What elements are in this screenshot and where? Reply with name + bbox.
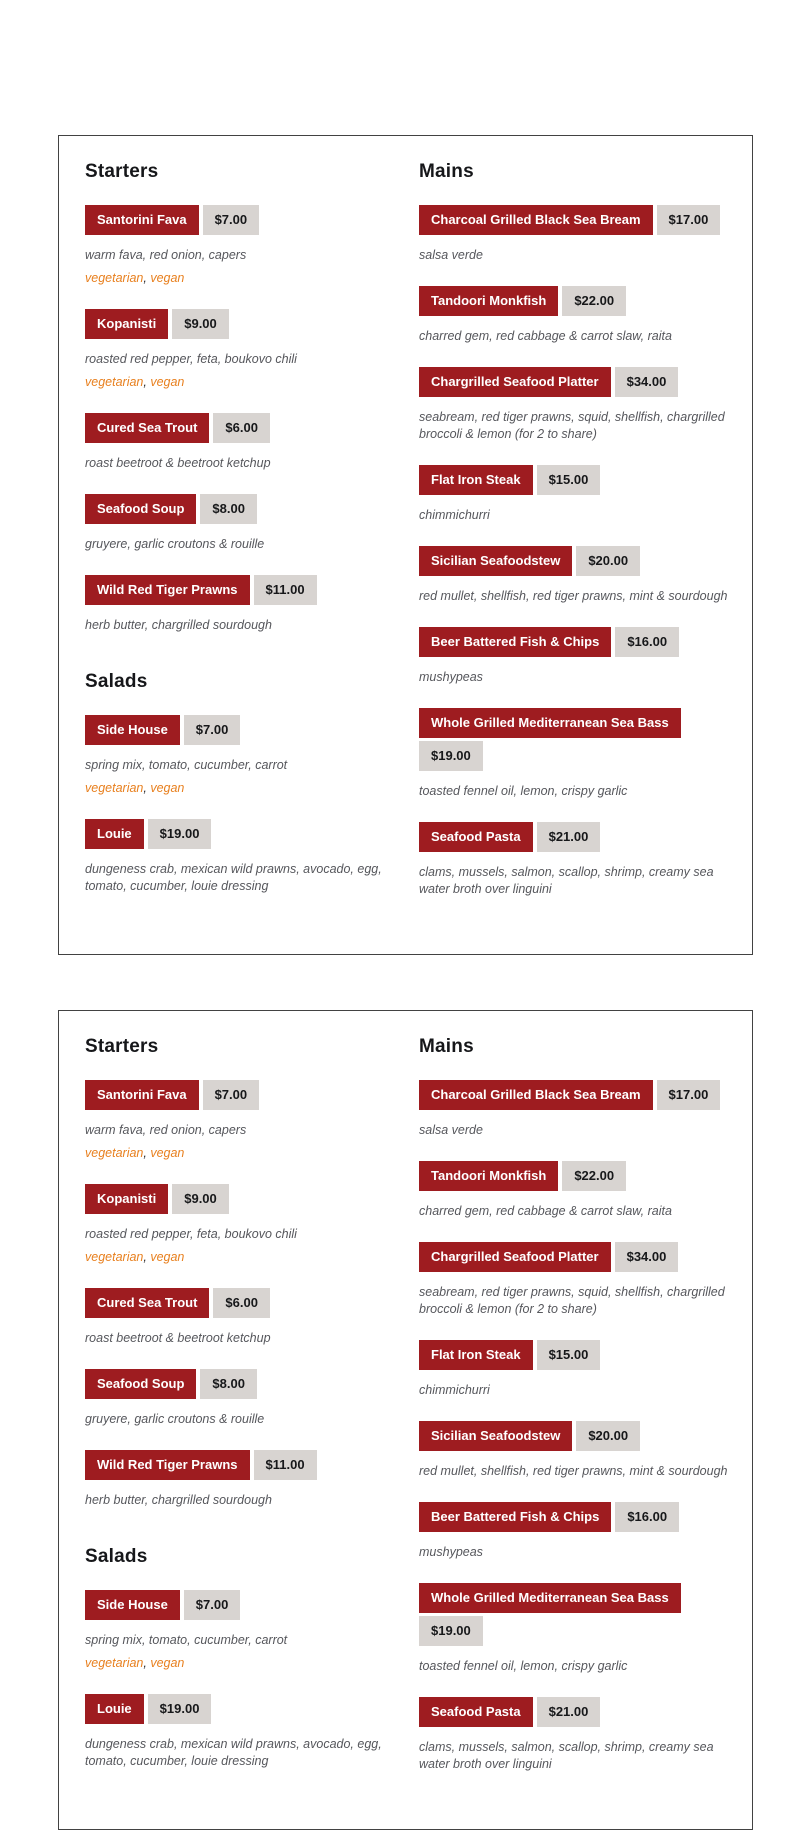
item-description: mushypeas bbox=[419, 1545, 483, 1559]
item-description: clams, mussels, salmon, scallop, shrimp, creamy sea water broth over linguini bbox=[419, 865, 714, 896]
diet-tag-separator: , bbox=[143, 781, 151, 795]
menu-item bbox=[85, 819, 391, 895]
menu-columns bbox=[85, 160, 738, 920]
section-heading: Salads bbox=[85, 671, 148, 692]
menu-item bbox=[419, 822, 738, 898]
diet-tag: vegetarian bbox=[85, 271, 144, 285]
diet-tag: vegan bbox=[150, 1146, 185, 1160]
item-badge-row bbox=[85, 309, 391, 339]
item-description: salsa verde bbox=[419, 248, 483, 262]
item-price-badge: $34.00 bbox=[615, 367, 679, 397]
item-price-badge: $8.00 bbox=[200, 1369, 257, 1399]
menu-item bbox=[419, 708, 738, 800]
item-price-badge: $34.00 bbox=[615, 1242, 679, 1272]
menu-item bbox=[85, 1694, 391, 1770]
item-badge-row bbox=[419, 1583, 738, 1646]
item-description: chimmichurri bbox=[419, 1383, 490, 1397]
menu-item bbox=[419, 367, 738, 443]
item-description: seabream, red tiger prawns, squid, shellfish, chargrilled broccoli & lemon (for 2 to share) bbox=[419, 410, 725, 441]
item-name-badge: Charcoal Grilled Black Sea Bream bbox=[419, 205, 653, 235]
item-price-badge: $11.00 bbox=[254, 1450, 317, 1480]
menu-item bbox=[85, 494, 391, 553]
item-price-badge: $6.00 bbox=[213, 413, 270, 443]
menu-item bbox=[419, 205, 738, 264]
item-badge-row bbox=[419, 1161, 738, 1191]
diet-tag: vegetarian bbox=[85, 1146, 144, 1160]
item-badge-row bbox=[419, 1080, 738, 1110]
diet-tag-separator: , bbox=[143, 1656, 151, 1670]
item-name-badge: Tandoori Monkfish bbox=[419, 1161, 558, 1191]
item-description: roasted red pepper, feta, boukovo chili bbox=[85, 1227, 297, 1241]
item-badge-row bbox=[85, 1288, 391, 1318]
diet-tag: vegan bbox=[150, 781, 185, 795]
item-name-badge: Wild Red Tiger Prawns bbox=[85, 1450, 250, 1480]
item-price-badge: $19.00 bbox=[419, 1616, 483, 1646]
item-description: toasted fennel oil, lemon, crispy garlic bbox=[419, 784, 628, 798]
diet-tags bbox=[85, 374, 391, 391]
item-price-badge: $7.00 bbox=[203, 205, 260, 235]
item-badge-row bbox=[85, 1694, 391, 1724]
item-badge-row bbox=[419, 822, 738, 852]
item-name-badge: Beer Battered Fish & Chips bbox=[419, 627, 611, 657]
item-description: red mullet, shellfish, red tiger prawns, mint & sourdough bbox=[419, 1464, 728, 1478]
menu-item bbox=[419, 1583, 738, 1675]
menu-item bbox=[419, 1161, 738, 1220]
section-heading: Starters bbox=[85, 161, 159, 182]
item-description: herb butter, chargrilled sourdough bbox=[85, 618, 272, 632]
item-name-badge: Chargrilled Seafood Platter bbox=[419, 1242, 611, 1272]
item-price-badge: $11.00 bbox=[254, 575, 317, 605]
diet-tags bbox=[85, 270, 391, 287]
item-description: warm fava, red onion, capers bbox=[85, 248, 247, 262]
menu-item bbox=[419, 1697, 738, 1773]
item-name-badge: Kopanisti bbox=[85, 309, 168, 339]
section-heading: Salads bbox=[85, 1546, 148, 1567]
item-name-badge: Sicilian Seafoodstew bbox=[419, 1421, 572, 1451]
item-name-badge: Seafood Pasta bbox=[419, 1697, 533, 1727]
item-badge-row bbox=[419, 627, 738, 657]
item-badge-row bbox=[85, 1450, 391, 1480]
item-price-badge: $7.00 bbox=[184, 1590, 241, 1620]
menu-item bbox=[419, 1421, 738, 1480]
item-badge-row bbox=[419, 286, 738, 316]
item-price-badge: $7.00 bbox=[184, 715, 241, 745]
menu-column bbox=[419, 160, 738, 920]
diet-tag: vegetarian bbox=[85, 1250, 144, 1264]
menu-item bbox=[419, 286, 738, 345]
menu-section bbox=[85, 670, 391, 895]
menu-column bbox=[85, 160, 391, 920]
item-badge-row bbox=[419, 1421, 738, 1451]
diet-tags bbox=[85, 1655, 391, 1672]
menu-section bbox=[419, 160, 738, 898]
item-price-badge: $17.00 bbox=[657, 1080, 721, 1110]
item-price-badge: $21.00 bbox=[537, 1697, 601, 1727]
menu-item bbox=[419, 1502, 738, 1561]
item-badge-row bbox=[85, 575, 391, 605]
menu-item bbox=[85, 1369, 391, 1428]
item-name-badge: Whole Grilled Mediterranean Sea Bass bbox=[419, 1583, 681, 1613]
diet-tag-separator: , bbox=[143, 271, 151, 285]
item-description: charred gem, red cabbage & carrot slaw, raita bbox=[419, 1204, 672, 1218]
item-price-badge: $20.00 bbox=[576, 1421, 640, 1451]
menu-item bbox=[85, 413, 391, 472]
menu-item bbox=[419, 1080, 738, 1139]
item-description: clams, mussels, salmon, scallop, shrimp, creamy sea water broth over linguini bbox=[419, 1740, 714, 1771]
item-description: gruyere, garlic croutons & rouille bbox=[85, 537, 265, 551]
item-description: salsa verde bbox=[419, 1123, 483, 1137]
item-badge-row bbox=[419, 465, 738, 495]
menu-section bbox=[85, 1545, 391, 1770]
menu-section bbox=[85, 160, 391, 634]
item-price-badge: $21.00 bbox=[537, 822, 601, 852]
menu-column bbox=[419, 1035, 738, 1795]
item-description: mushypeas bbox=[419, 670, 483, 684]
item-price-badge: $15.00 bbox=[537, 465, 601, 495]
item-badge-row bbox=[85, 1184, 391, 1214]
item-name-badge: Sicilian Seafoodstew bbox=[419, 546, 572, 576]
diet-tag: vegan bbox=[150, 1656, 185, 1670]
section-heading: Mains bbox=[419, 161, 474, 182]
item-name-badge: Side House bbox=[85, 1590, 180, 1620]
menu-card-2-clip bbox=[58, 1010, 812, 1771]
diet-tags bbox=[85, 1249, 391, 1266]
item-name-badge: Whole Grilled Mediterranean Sea Bass bbox=[419, 708, 681, 738]
menu-item bbox=[85, 1450, 391, 1509]
menu-card-2 bbox=[58, 1010, 753, 1830]
item-name-badge: Seafood Soup bbox=[85, 1369, 196, 1399]
menu-item bbox=[419, 1242, 738, 1318]
menu-item bbox=[85, 1590, 391, 1672]
diet-tag-separator: , bbox=[143, 1146, 151, 1160]
item-name-badge: Charcoal Grilled Black Sea Bream bbox=[419, 1080, 653, 1110]
item-price-badge: $9.00 bbox=[172, 1184, 229, 1214]
item-badge-row bbox=[85, 715, 391, 745]
item-name-badge: Tandoori Monkfish bbox=[419, 286, 558, 316]
item-name-badge: Cured Sea Trout bbox=[85, 1288, 209, 1318]
item-name-badge: Side House bbox=[85, 715, 180, 745]
item-description: gruyere, garlic croutons & rouille bbox=[85, 1412, 265, 1426]
item-badge-row bbox=[85, 1590, 391, 1620]
menu-item bbox=[85, 1184, 391, 1266]
menu-section bbox=[419, 1035, 738, 1773]
menu-column bbox=[85, 1035, 391, 1795]
menu-item bbox=[85, 1288, 391, 1347]
diet-tag: vegetarian bbox=[85, 375, 144, 389]
item-description: spring mix, tomato, cucumber, carrot bbox=[85, 758, 288, 772]
item-name-badge: Flat Iron Steak bbox=[419, 1340, 533, 1370]
item-price-badge: $19.00 bbox=[419, 741, 483, 771]
menu-item bbox=[85, 309, 391, 391]
item-price-badge: $16.00 bbox=[615, 1502, 679, 1532]
item-description: warm fava, red onion, capers bbox=[85, 1123, 247, 1137]
item-badge-row bbox=[85, 819, 391, 849]
item-description: red mullet, shellfish, red tiger prawns, mint & sourdough bbox=[419, 589, 728, 603]
item-description: toasted fennel oil, lemon, crispy garlic bbox=[419, 1659, 628, 1673]
item-description: chimmichurri bbox=[419, 508, 490, 522]
item-name-badge: Seafood Pasta bbox=[419, 822, 533, 852]
menu-item bbox=[419, 546, 738, 605]
item-name-badge: Seafood Soup bbox=[85, 494, 196, 524]
item-price-badge: $19.00 bbox=[148, 1694, 212, 1724]
item-price-badge: $15.00 bbox=[537, 1340, 601, 1370]
item-badge-row bbox=[419, 205, 738, 235]
item-description: seabream, red tiger prawns, squid, shellfish, chargrilled broccoli & lemon (for 2 to share) bbox=[419, 1285, 725, 1316]
item-badge-row bbox=[85, 1369, 391, 1399]
item-badge-row bbox=[85, 205, 391, 235]
item-price-badge: $9.00 bbox=[172, 309, 229, 339]
item-name-badge: Santorini Fava bbox=[85, 1080, 199, 1110]
item-description: roasted red pepper, feta, boukovo chili bbox=[85, 352, 297, 366]
item-price-badge: $6.00 bbox=[213, 1288, 270, 1318]
menu-item bbox=[85, 1080, 391, 1162]
item-description: roast beetroot & beetroot ketchup bbox=[85, 456, 271, 470]
item-price-badge: $8.00 bbox=[200, 494, 257, 524]
item-name-badge: Louie bbox=[85, 1694, 144, 1724]
menu-columns bbox=[85, 1035, 738, 1795]
item-name-badge: Santorini Fava bbox=[85, 205, 199, 235]
menu-item bbox=[85, 575, 391, 634]
item-badge-row bbox=[419, 546, 738, 576]
item-price-badge: $20.00 bbox=[576, 546, 640, 576]
item-description: spring mix, tomato, cucumber, carrot bbox=[85, 1633, 288, 1647]
item-name-badge: Cured Sea Trout bbox=[85, 413, 209, 443]
item-price-badge: $22.00 bbox=[562, 1161, 626, 1191]
diet-tag: vegan bbox=[150, 375, 185, 389]
item-badge-row bbox=[85, 413, 391, 443]
section-heading: Starters bbox=[85, 1036, 159, 1057]
item-description: charred gem, red cabbage & carrot slaw, raita bbox=[419, 329, 672, 343]
diet-tag: vegetarian bbox=[85, 781, 144, 795]
item-name-badge: Louie bbox=[85, 819, 144, 849]
menu-item bbox=[419, 465, 738, 524]
diet-tag: vegan bbox=[150, 1250, 185, 1264]
diet-tag: vegetarian bbox=[85, 1656, 144, 1670]
item-description: dungeness crab, mexican wild prawns, avocado, egg, tomato, cucumber, louie dressing bbox=[85, 862, 382, 893]
item-badge-row bbox=[85, 1080, 391, 1110]
item-name-badge: Chargrilled Seafood Platter bbox=[419, 367, 611, 397]
item-badge-row bbox=[419, 1340, 738, 1370]
item-badge-row bbox=[419, 367, 738, 397]
item-name-badge: Wild Red Tiger Prawns bbox=[85, 575, 250, 605]
diet-tags bbox=[85, 780, 391, 797]
diet-tags bbox=[85, 1145, 391, 1162]
item-price-badge: $19.00 bbox=[148, 819, 212, 849]
menu-card-1 bbox=[58, 135, 753, 955]
item-name-badge: Kopanisti bbox=[85, 1184, 168, 1214]
item-description: roast beetroot & beetroot ketchup bbox=[85, 1331, 271, 1345]
item-name-badge: Beer Battered Fish & Chips bbox=[419, 1502, 611, 1532]
item-name-badge: Flat Iron Steak bbox=[419, 465, 533, 495]
menu-item bbox=[85, 715, 391, 797]
item-price-badge: $22.00 bbox=[562, 286, 626, 316]
menu-item bbox=[419, 1340, 738, 1399]
diet-tag-separator: , bbox=[143, 1250, 151, 1264]
item-price-badge: $7.00 bbox=[203, 1080, 260, 1110]
item-description: dungeness crab, mexican wild prawns, avocado, egg, tomato, cucumber, louie dressing bbox=[85, 1737, 382, 1768]
item-badge-row bbox=[419, 1242, 738, 1272]
item-price-badge: $17.00 bbox=[657, 205, 721, 235]
item-badge-row bbox=[419, 1697, 738, 1727]
item-badge-row bbox=[419, 1502, 738, 1532]
menu-item bbox=[419, 627, 738, 686]
diet-tag-separator: , bbox=[143, 375, 151, 389]
item-price-badge: $16.00 bbox=[615, 627, 679, 657]
menu-item bbox=[85, 205, 391, 287]
item-badge-row bbox=[419, 708, 738, 771]
item-badge-row bbox=[85, 494, 391, 524]
menu-section bbox=[85, 1035, 391, 1509]
diet-tag: vegan bbox=[150, 271, 185, 285]
item-description: herb butter, chargrilled sourdough bbox=[85, 1493, 272, 1507]
section-heading: Mains bbox=[419, 1036, 474, 1057]
